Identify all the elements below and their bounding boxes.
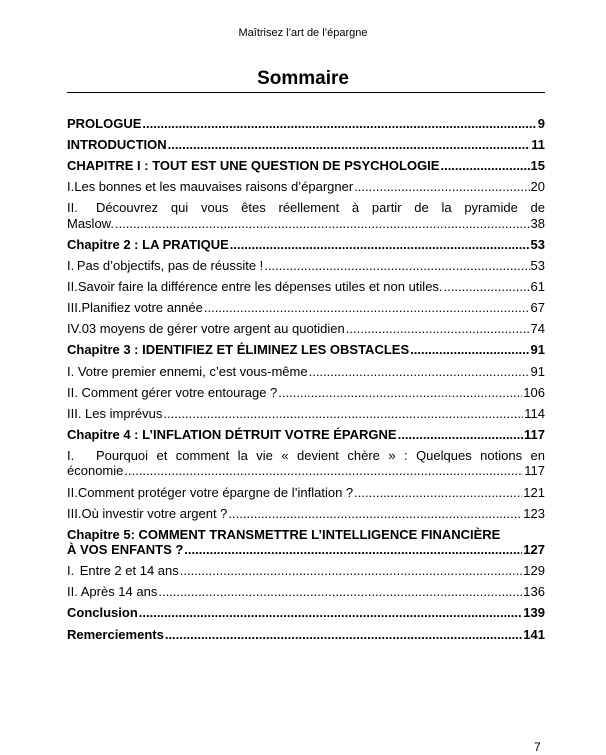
toc-entry-4-1[interactable]	[67, 448, 545, 479]
toc-entry-3-3[interactable]	[67, 406, 545, 422]
toc-entry-number: I.	[67, 258, 75, 274]
toc-entry-page: 67	[530, 300, 545, 316]
toc-leader-dots	[180, 563, 523, 579]
toc-entry-5-1[interactable]	[67, 563, 545, 579]
toc-entry-label: II. Après 14 ans	[67, 584, 158, 600]
toc-entry-label-continued: économie	[67, 463, 124, 479]
toc-entry-3-1[interactable]	[67, 364, 545, 380]
toc-leader-dots	[354, 485, 522, 501]
toc-entry-page: 53	[530, 258, 545, 274]
toc-entry-page: 61	[530, 279, 545, 295]
toc-title: Sommaire	[257, 68, 349, 89]
toc-leader-dots	[163, 406, 523, 422]
toc-entry-label: III. Les imprévus	[67, 405, 163, 421]
toc-entry-1-2[interactable]	[67, 200, 545, 231]
toc-entry-chapter-3[interactable]	[67, 342, 545, 358]
toc-entry-page: 15	[530, 158, 545, 174]
toc-entry-number: I.	[67, 447, 75, 463]
toc-entry-label: INTRODUCTION	[67, 137, 167, 153]
toc-entry-page: 141	[523, 626, 545, 642]
toc-entry-chapter-5[interactable]	[67, 527, 545, 558]
toc-entry-number: II.	[67, 200, 78, 216]
toc-entry-2-4[interactable]	[67, 321, 545, 337]
toc-entry-number: I.	[67, 179, 75, 195]
toc-entry-number: III.	[67, 505, 82, 521]
toc-entry-label: Pas d’objectifs, pas de réussite !	[76, 258, 264, 274]
toc-entry-page: 121	[523, 484, 545, 500]
toc-entry-label: Comment protéger votre épargne de l’inflation ?	[77, 484, 354, 500]
toc-leader-dots	[165, 627, 522, 643]
toc-entry-introduction[interactable]	[67, 137, 545, 153]
page-number: 7	[534, 740, 541, 754]
toc-entry-4-2[interactable]	[67, 485, 545, 501]
toc-leader-dots	[139, 605, 523, 621]
toc-entry-label-continued: À VOS ENFANTS ?	[67, 542, 184, 558]
toc-entry-page: 20	[530, 179, 545, 195]
toc-entry-label-continued: Maslow.	[67, 215, 114, 231]
toc-entry-label: Savoir faire la différence entre les dépenses utiles et non utiles.	[77, 279, 443, 295]
toc-entry-2-3[interactable]	[67, 300, 545, 316]
toc-entry-prologue[interactable]	[67, 116, 545, 132]
toc-entry-label: Planifiez votre année	[81, 300, 203, 316]
toc-entry-label: Remerciements	[67, 626, 164, 642]
toc-entry-page: 136	[523, 584, 545, 600]
toc-leader-dots	[184, 542, 522, 558]
toc-entry-1-1[interactable]	[67, 179, 545, 195]
toc-entry-number: II.	[67, 279, 78, 295]
toc-entry-2-2[interactable]	[67, 279, 545, 295]
toc-leader-dots	[228, 506, 522, 522]
toc-entry-label: Découvrez qui vous êtes réellement à partir de la pyramide de	[96, 200, 545, 216]
toc-entry-label: Pourquoi et comment la vie « devient chère » : Quelques notions en	[96, 447, 545, 463]
toc-leader-dots	[230, 237, 530, 253]
toc-entry-label: Où investir votre argent ?	[81, 505, 228, 521]
toc-entry-label: Conclusion	[67, 605, 138, 621]
toc-leader-dots	[346, 321, 530, 337]
toc-entry-remerciements[interactable]	[67, 627, 545, 643]
toc-entry-page: 139	[523, 605, 545, 621]
toc-entry-number: I.	[67, 563, 75, 579]
toc-entry-5-2[interactable]	[67, 584, 545, 600]
toc-entry-label: II. Comment gérer votre entourage ?	[67, 384, 278, 400]
toc-leader-dots	[440, 158, 529, 174]
toc-leader-dots	[168, 137, 531, 153]
toc-entry-label: Les bonnes et les mauvaises raisons d’épargner	[74, 179, 354, 195]
toc-leader-dots	[124, 463, 523, 479]
toc-leader-dots	[398, 427, 523, 443]
toc-entry-page: 129	[523, 563, 545, 579]
toc-entry-number: II.	[67, 484, 78, 500]
toc-entry-page: 11	[531, 137, 545, 153]
toc-entry-label: Entre 2 et 14 ans	[79, 563, 179, 579]
toc-entry-page: 91	[530, 363, 545, 379]
toc-entry-page: 53	[530, 236, 545, 252]
toc-entry-page: 123	[523, 505, 545, 521]
toc-entry-chapter-4[interactable]	[67, 427, 545, 443]
toc-entry-page: 117	[524, 463, 545, 479]
toc-entry-page: 9	[537, 116, 545, 131]
toc-entry-page: 114	[524, 405, 545, 421]
title-divider	[67, 92, 545, 93]
running-header: Maîtrisez l’art de l’épargne	[238, 27, 368, 39]
toc-entry-4-3[interactable]	[67, 506, 545, 522]
toc-entry-chapter-1[interactable]	[67, 158, 545, 174]
toc-leader-dots	[204, 300, 530, 316]
toc-leader-dots	[264, 258, 529, 274]
toc-entry-3-2[interactable]	[67, 385, 545, 401]
toc-entry-page: 74	[530, 321, 545, 337]
toc-leader-dots	[158, 584, 522, 600]
toc-entry-number: IV.	[67, 321, 82, 337]
toc-entry-label: Chapitre 3 : IDENTIFIEZ ET ÉLIMINEZ LES OBSTACLES	[67, 342, 410, 358]
toc-entry-label: 03 moyens de gérer votre argent au quotidien	[81, 321, 345, 337]
toc-entry-label-prefix: Chapitre 5	[67, 526, 131, 542]
toc-leader-dots	[410, 342, 529, 358]
toc-entry-number: III.	[67, 300, 82, 316]
toc-entry-page: 91	[530, 342, 545, 358]
toc-entry-page: 38	[530, 215, 545, 231]
toc-entry-label: Chapitre 2 : LA PRATIQUE	[67, 236, 229, 252]
toc-leader-dots	[142, 116, 536, 132]
toc-leader-dots	[278, 385, 522, 401]
toc-entry-page: 106	[523, 384, 545, 400]
table-of-contents	[67, 116, 545, 648]
toc-entry-label: CHAPITRE I : TOUT EST UNE QUESTION DE PSYCHOLOGIE	[67, 158, 440, 174]
toc-entry-conclusion[interactable]	[67, 605, 545, 621]
toc-leader-dots	[444, 279, 530, 295]
toc-entry-label: I. Votre premier ennemi, c’est vous-même	[67, 363, 308, 379]
toc-entry-label: Chapitre 4 : L’INFLATION DÉTRUIT VOTRE ÉPARGNE	[67, 426, 397, 442]
toc-entry-page: 127	[523, 542, 545, 558]
toc-entry-chapter-2[interactable]	[67, 237, 545, 253]
toc-entry-label: : COMMENT TRANSMETTRE L’INTELLIGENCE FINANCIÈRE	[130, 526, 501, 542]
toc-leader-dots	[115, 216, 530, 232]
toc-entry-label: PROLOGUE	[67, 116, 142, 131]
toc-leader-dots	[309, 364, 530, 380]
toc-entry-page: 117	[524, 426, 545, 442]
toc-leader-dots	[354, 179, 529, 195]
toc-entry-2-1[interactable]	[67, 258, 545, 274]
